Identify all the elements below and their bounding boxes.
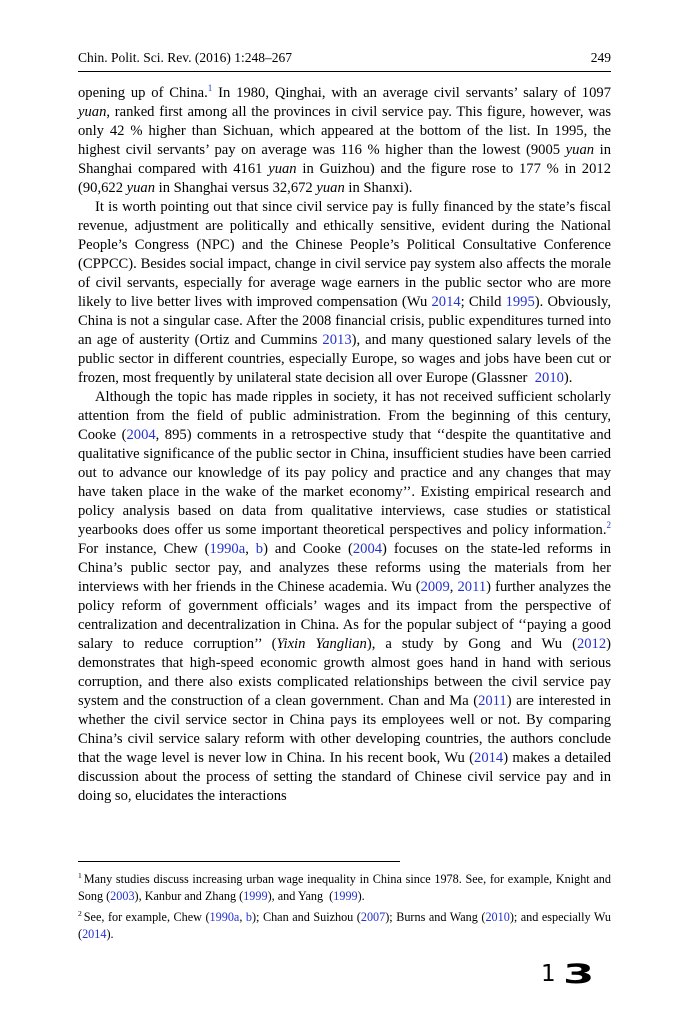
header-rule xyxy=(78,71,611,72)
text-run: In 1980, Qinghai, with an average civil servants’ salary of 1097 xyxy=(212,85,611,101)
italic-term: yuan xyxy=(316,180,345,196)
paragraph xyxy=(78,198,611,388)
footnote xyxy=(78,909,611,942)
text-run: ) focuses on the state-led reforms in China’s public sector pay, and analyzes these reforms using the materials from her interviews with her friends in the Chinese academia. Wu ( xyxy=(78,541,612,595)
footnote-reference-link[interactable]: 1 xyxy=(207,83,213,94)
italic-term: yuan xyxy=(565,142,595,158)
italic-term: yuan xyxy=(126,180,156,196)
footnote-marker: 1 xyxy=(78,870,82,880)
citation-link[interactable]: 2014 xyxy=(82,926,107,941)
text-run: in Shanxi). xyxy=(344,180,413,196)
italic-term: yuan xyxy=(78,104,107,120)
journal-reference: Chin. Polit. Sci. Rev. (2016) 1:248–267 xyxy=(78,50,293,65)
text-run: in Shanghai compared with 4161 xyxy=(78,142,611,177)
citation-link[interactable]: 2014 xyxy=(431,294,461,310)
text-run: , xyxy=(245,541,256,557)
italic-term: Yixin Yanglian xyxy=(276,636,367,652)
citation-link[interactable]: 2010 xyxy=(534,370,564,386)
citation-link[interactable]: 2009 xyxy=(420,579,450,595)
text-run: ). xyxy=(106,926,114,941)
footnotes-section xyxy=(78,871,611,947)
citation-link[interactable]: 1995 xyxy=(505,294,535,310)
text-run: , ranked first among all the provinces in civil service pay. This figure, however, was only 42 % higher than Sichuan, which appeared at the bottom of the list. In 1995, the highest civil servants’ pay on average was 116 % higher than the lowest (9005 xyxy=(78,104,611,158)
text-run: ); Burns and Wang ( xyxy=(385,910,486,924)
text-run: , xyxy=(239,910,246,924)
citation-link[interactable]: 2003 xyxy=(110,888,135,903)
citation-link[interactable]: 1990a xyxy=(209,910,240,924)
text-run: ) are interested in whether the civil service sector in China pays its employees well or not. By comparing China’s civil service salary reform with other developing countries, the authors conclude that the wage level is never low in China. In his recent book, Wu ( xyxy=(78,693,611,766)
citation-link[interactable]: 1999 xyxy=(243,888,268,903)
citation-link[interactable]: b xyxy=(255,541,264,557)
citation-link[interactable]: 2010 xyxy=(485,910,510,924)
text-run: opening up of China. xyxy=(78,85,208,101)
text-run: ), and Yang ( xyxy=(267,888,334,903)
text-run: See, for example, Chew ( xyxy=(83,910,210,924)
text-run: ); and especially Wu ( xyxy=(78,910,612,941)
citation-link[interactable]: 2004 xyxy=(352,541,383,557)
footnote-rule xyxy=(78,861,400,862)
text-run: ) makes a detailed discussion about the process of setting the standard of Chinese civil service pay and in doing so, elucidates the interactions xyxy=(78,750,611,804)
citation-link[interactable]: 1999 xyxy=(333,888,358,903)
article-body xyxy=(78,84,611,806)
citation-link[interactable]: 1990a xyxy=(209,541,246,557)
stamp-digit-3: 3 xyxy=(562,958,594,990)
citation-link[interactable]: 2014 xyxy=(474,750,504,766)
citation-link[interactable]: 2013 xyxy=(322,332,352,348)
paragraph xyxy=(78,84,611,198)
text-run: It is worth pointing out that since civil service pay is fully financed by the state’s fiscal revenue, adjustment are politically and ethically sensitive, evident during the National People’s Congress (NPC) and the Chinese People’s Political Consultative Conference (CPPCC). Besides social impact, change in civil service pay system also affects the morale of civil servants, especially for average wage earners in the public sector who are more likely to live better lives with improved compensation (Wu xyxy=(78,199,611,310)
stamp-digit-1: 1 xyxy=(541,961,556,987)
citation-link[interactable]: 2011 xyxy=(457,579,487,595)
citation-link[interactable]: b xyxy=(245,910,252,924)
footnote xyxy=(78,871,611,904)
text-run: in Guizhou) and the figure rose to 177 % in 2012 (90,622 xyxy=(78,161,611,196)
footnote-marker: 2 xyxy=(78,908,82,918)
text-run: Although the topic has made ripples in society, it has not received sufficient scholarly attention from the field of public administration. From the beginning of this century, Cooke ( xyxy=(78,389,611,443)
italic-term: yuan xyxy=(268,161,297,177)
text-run: , xyxy=(449,579,458,595)
text-run: ) further analyzes the policy reform of government officials’ wages and its impact from the perspective of centralization and decentralization in China. As for the popular subject of ‘‘paying a good salary to reduce corruption’’ ( xyxy=(78,579,612,652)
text-run: ); Chan and Suizhou ( xyxy=(252,910,361,924)
text-run: ). xyxy=(563,370,573,386)
text-run: ). xyxy=(357,888,365,903)
text-run: ), and many questioned salary levels of the public sector in different countries, especially Europe, so wages and jobs have been cut or frozen, most frequently by unilateral state decision all over Europe (Glassner xyxy=(78,332,612,386)
paragraph xyxy=(78,388,611,806)
text-run: ). Obviously, China is not a singular case. After the 2008 financial crisis, public expenditures turned into an age of austerity (Ortiz and Cummins xyxy=(78,294,611,348)
text-run: ; Child xyxy=(460,294,506,310)
text-run: ), a study by Gong and Wu ( xyxy=(366,636,577,652)
footnote-reference xyxy=(606,520,611,530)
text-run: ) and Cooke ( xyxy=(263,541,353,557)
text-run: in Shanghai versus 32,672 xyxy=(155,180,317,196)
page-stamp xyxy=(541,958,594,990)
text-run: Many studies discuss increasing urban wage inequality in China since 1978. See, for example, Knight and Song ( xyxy=(78,872,611,903)
citation-link[interactable]: 2011 xyxy=(478,693,507,709)
citation-link[interactable]: 2004 xyxy=(126,427,156,443)
page-header xyxy=(78,50,611,66)
citation-link[interactable]: 2007 xyxy=(360,910,386,924)
text-run: ), Kanbur and Zhang ( xyxy=(134,888,244,903)
citation-link[interactable]: 2012 xyxy=(576,636,607,652)
page-number: 249 xyxy=(590,50,611,65)
footnote-reference-link[interactable]: 2 xyxy=(606,520,611,531)
text-run: , 895) comments in a retrospective study that ‘‘despite the quantitative and qualitative significance of the public sector in China, insufficient studies have been carried out to advance our knowledge of its pay policy and practice and any changes that may have taken place in the wake of the market economy’’. Existing empirical research and policy analysis based on data from qualitative interviews, case studies or statistical yearbooks does offer us some important theoretical perspectives and policy information. xyxy=(78,427,611,538)
text-run: For instance, Chew ( xyxy=(78,541,210,557)
text-run: ) demonstrates that high-speed economic growth almost goes hand in hand with serious corruption, and there also exists complicated relationships between the civil service pay system and the construction of a clean government. Chan and Ma ( xyxy=(78,636,612,709)
